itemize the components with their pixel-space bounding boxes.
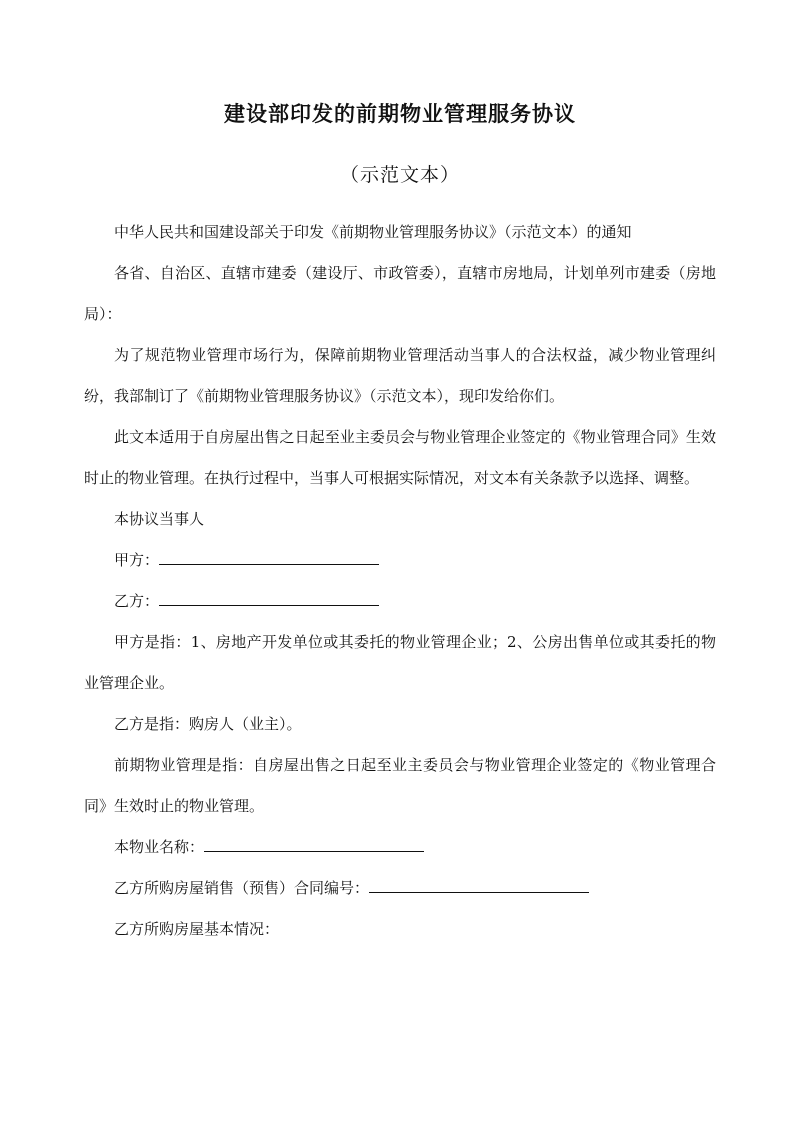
document-subtitle: （示范文本） [339,164,460,186]
party-b-row [84,581,716,622]
party-b-blank[interactable] [159,591,379,606]
contract-number-label: 乙方所购房屋销售（预售）合同编号： [114,879,370,897]
party-a-label: 甲方： [114,551,160,569]
recipients-paragraph: 各省、自治区、直辖市建委（建设厅、市政管委），直辖市房地局，计划单列市建委（房地局）： [84,264,716,323]
prelim-management-definition: 前期物业管理是指：自房屋出售之日起至业主委员会与物业管理企业签定的《物业管理合同》生效时止的物业管理。 [84,756,716,815]
party-b-definition: 乙方是指：购房人（业主）。 [114,715,302,733]
notice-heading: 中华人民共和国建设部关于印发《前期物业管理服务协议》（示范文本）的通知 [114,223,632,241]
property-name-label: 本物业名称： [114,838,205,856]
document-body [84,212,716,950]
house-info-label: 乙方所购房屋基本情况： [114,920,280,938]
purpose-paragraph: 为了规范物业管理市场行为，保障前期物业管理活动当事人的合法权益，减少物业管理纠纷，我部制订了《前期物业管理服务协议》（示范文本），现印发给你们。 [84,346,716,405]
property-name-blank[interactable] [204,837,424,852]
contract-number-row [84,868,716,909]
document-title: 建设部印发的前期物业管理服务协议 [224,102,576,126]
party-b-label: 乙方： [114,592,160,610]
party-a-row [84,540,716,581]
property-name-row [84,827,716,868]
party-a-blank[interactable] [159,550,379,565]
contract-number-blank[interactable] [369,878,589,893]
party-a-definition: 甲方是指：1、房地产开发单位或其委托的物业管理企业；2、公房出售单位或其委托的物业管理企业。 [84,633,716,692]
scope-paragraph: 此文本适用于自房屋出售之日起至业主委员会与物业管理企业签定的《物业管理合同》生效时止的物业管理。在执行过程中，当事人可根据实际情况，对文本有关条款予以选择、调整。 [84,428,716,487]
parties-heading: 本协议当事人 [114,510,205,528]
